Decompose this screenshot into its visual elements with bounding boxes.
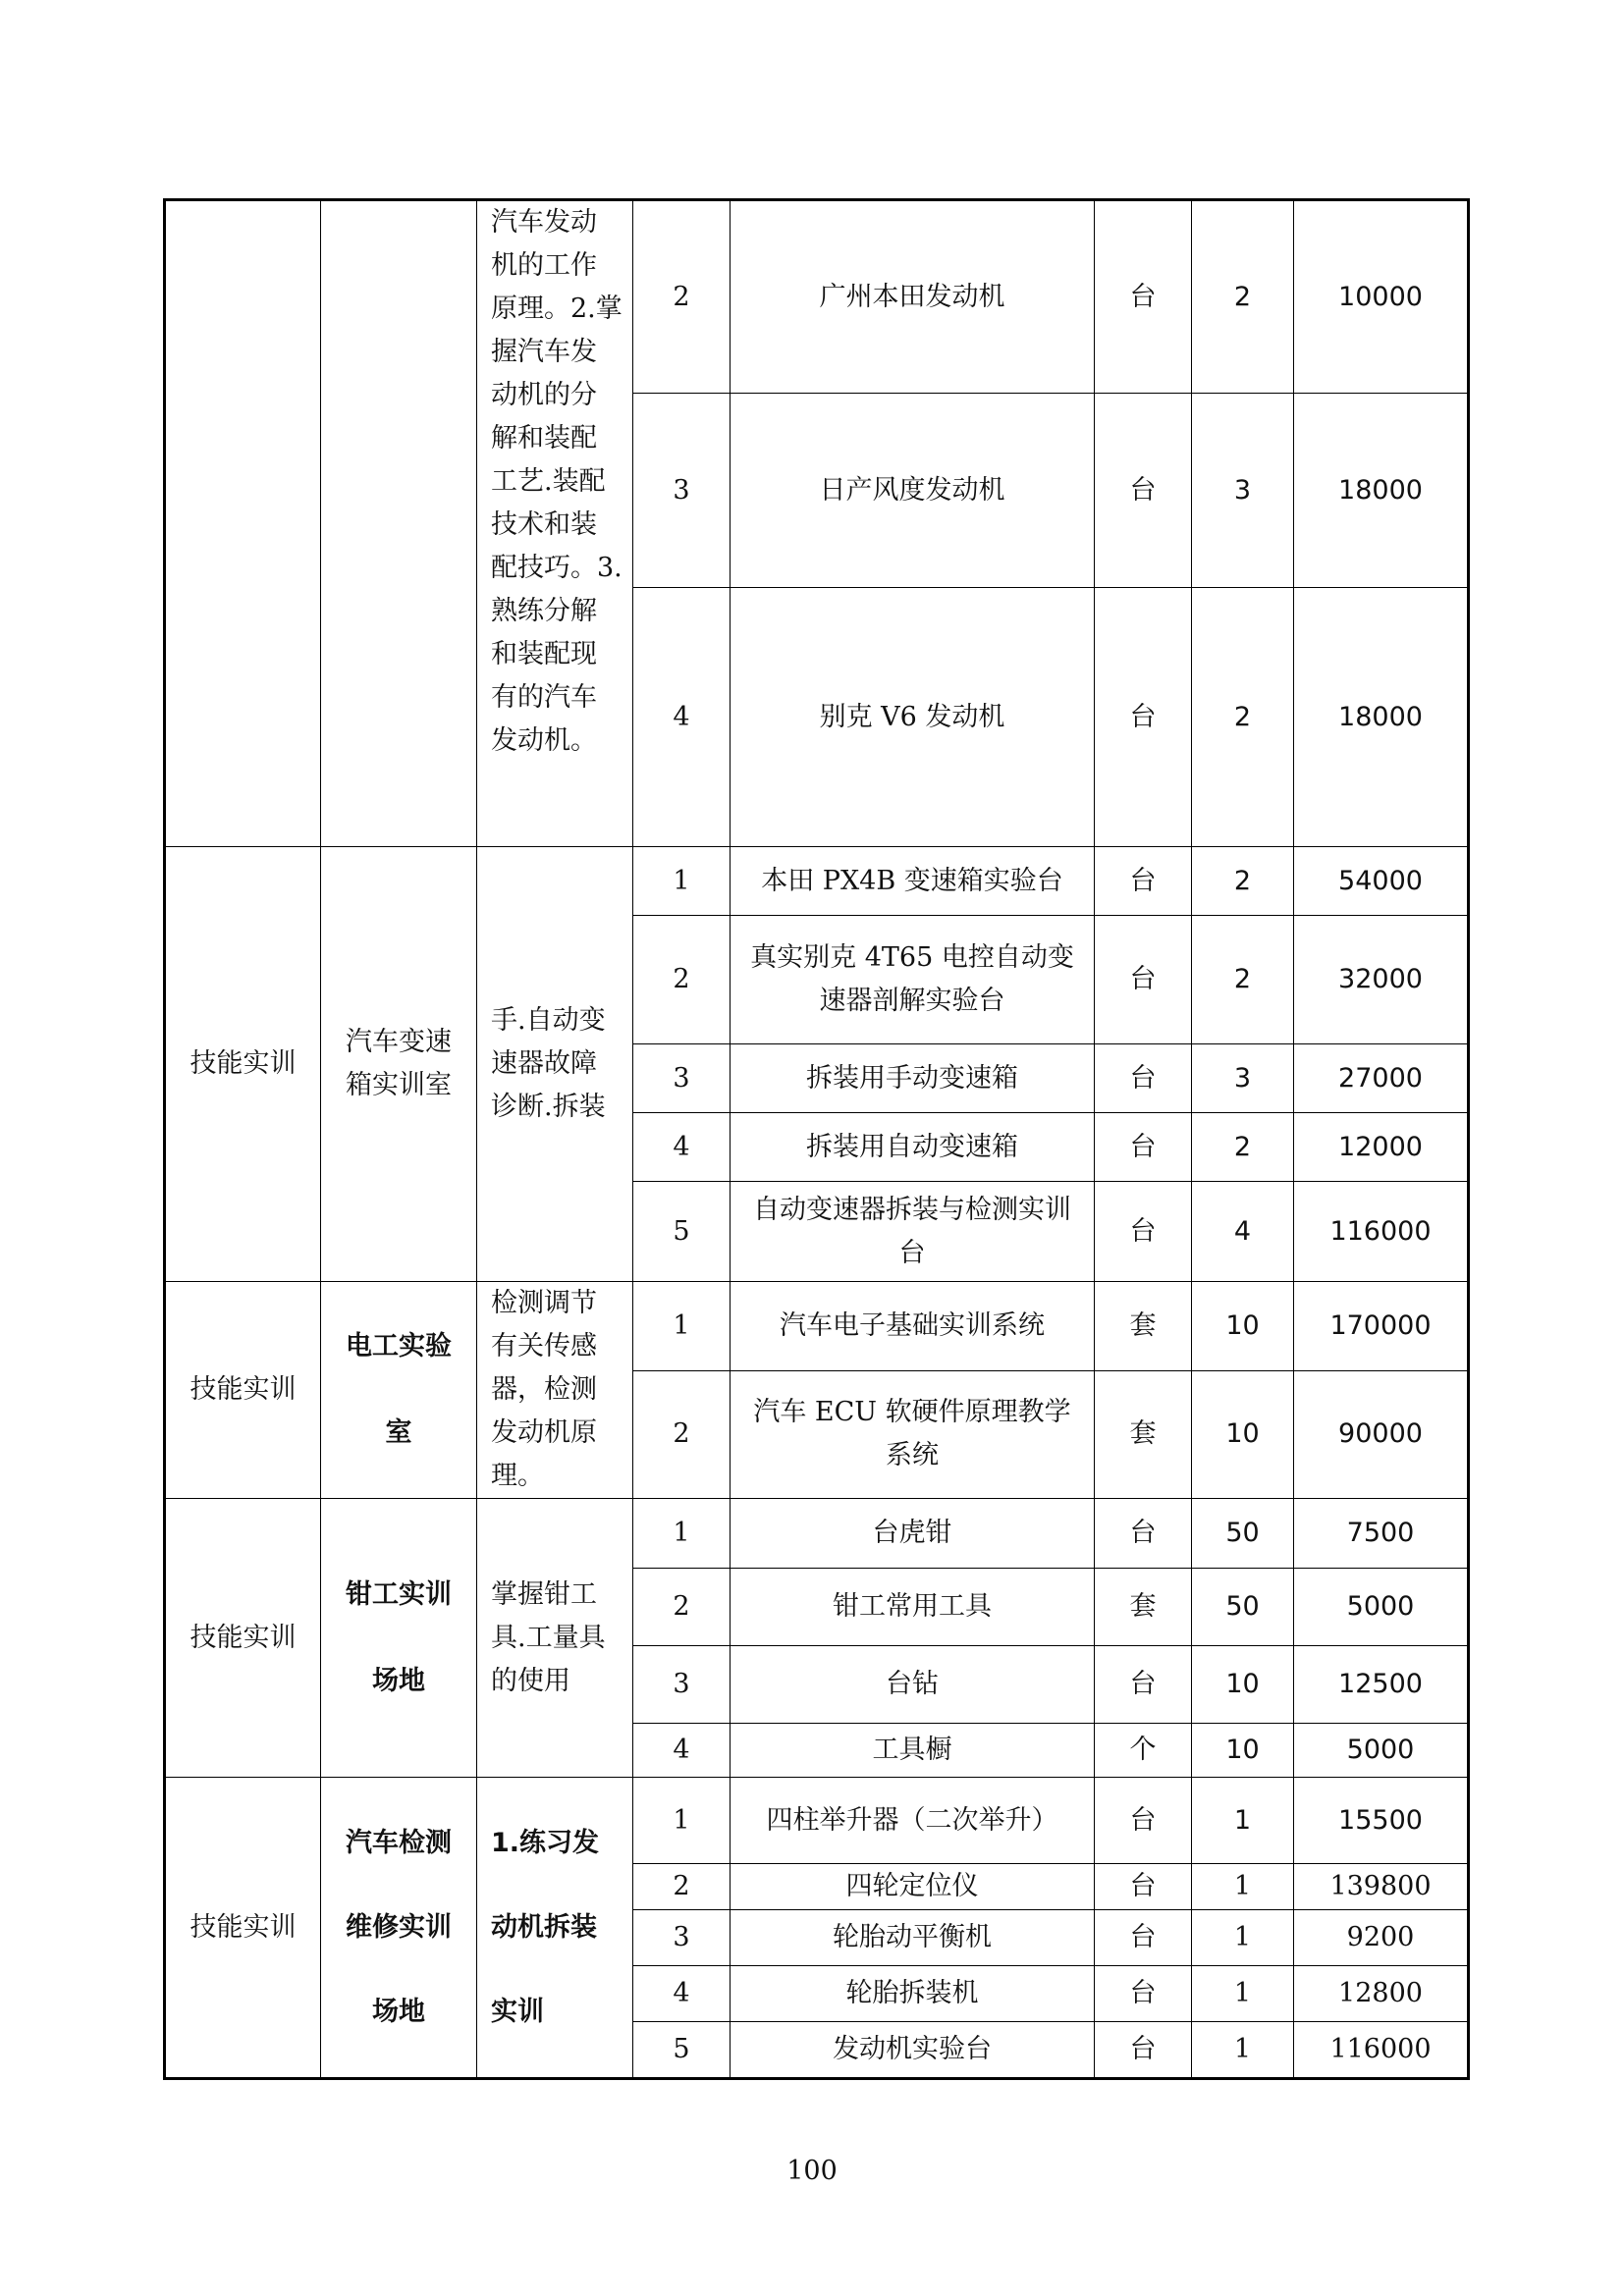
item-number: 1 (633, 1778, 731, 1864)
quantity-cell: 2 (1192, 200, 1294, 394)
equipment-name: 别克 V6 发动机 (731, 588, 1095, 847)
unit-cell: 套 (1095, 1282, 1192, 1371)
price-cell: 139800 (1294, 1864, 1469, 1910)
unit-cell: 台 (1095, 588, 1192, 847)
item-number: 2 (633, 1370, 731, 1498)
item-number: 1 (633, 847, 731, 916)
quantity-cell: 2 (1192, 847, 1294, 916)
item-number: 2 (633, 200, 731, 394)
description-cell: 手.自动变速器故障诊断.拆装 (477, 847, 633, 1282)
quantity-cell: 4 (1192, 1182, 1294, 1282)
equipment-name: 汽车电子基础实训系统 (731, 1282, 1095, 1371)
quantity-cell: 10 (1192, 1724, 1294, 1778)
equipment-name: 汽车 ECU 软硬件原理教学系统 (731, 1370, 1095, 1498)
price-cell: 54000 (1294, 847, 1469, 916)
quantity-cell: 2 (1192, 916, 1294, 1044)
quantity-cell: 10 (1192, 1646, 1294, 1724)
equipment-name: 台虎钳 (731, 1499, 1095, 1569)
equipment-name: 轮胎拆装机 (731, 1966, 1095, 2022)
price-cell: 18000 (1294, 394, 1469, 588)
table-row (165, 1778, 1469, 1864)
unit-cell: 台 (1095, 1499, 1192, 1569)
room-cell (321, 200, 477, 847)
description-cell: 检测调节有关传感器，检测发动机原理。 (477, 1282, 633, 1499)
quantity-cell: 50 (1192, 1569, 1294, 1646)
room-cell: 汽车变速箱实训室 (321, 847, 477, 1282)
item-number: 4 (633, 1724, 731, 1778)
equipment-name: 四轮定位仪 (731, 1864, 1095, 1910)
item-number: 4 (633, 1113, 731, 1182)
category-cell: 技能实训 (165, 847, 321, 1282)
quantity-cell: 1 (1192, 1966, 1294, 2022)
price-cell: 7500 (1294, 1499, 1469, 1569)
equipment-name: 轮胎动平衡机 (731, 1910, 1095, 1966)
equipment-name: 日产风度发动机 (731, 394, 1095, 588)
equipment-table (163, 198, 1470, 2080)
unit-cell: 台 (1095, 1113, 1192, 1182)
unit-cell: 台 (1095, 1864, 1192, 1910)
unit-cell: 台 (1095, 1966, 1192, 2022)
price-cell: 90000 (1294, 1370, 1469, 1498)
item-number: 1 (633, 1499, 731, 1569)
description-cell: 汽车发动机的工作原理。2.掌握汽车发动机的分解和装配工艺.装配技术和装配技巧。3.熟练分解和装配现有的汽车发动机。 (477, 200, 633, 847)
page-number: 100 (786, 2156, 838, 2186)
unit-cell: 台 (1095, 1182, 1192, 1282)
price-cell: 27000 (1294, 1044, 1469, 1113)
quantity-cell: 1 (1192, 1778, 1294, 1864)
price-cell: 32000 (1294, 916, 1469, 1044)
unit-cell: 个 (1095, 1724, 1192, 1778)
item-number: 1 (633, 1282, 731, 1371)
item-number: 3 (633, 394, 731, 588)
equipment-name: 拆装用自动变速箱 (731, 1113, 1095, 1182)
item-number: 4 (633, 1966, 731, 2022)
item-number: 2 (633, 916, 731, 1044)
item-number: 4 (633, 588, 731, 847)
item-number: 3 (633, 1910, 731, 1966)
unit-cell: 台 (1095, 916, 1192, 1044)
price-cell: 116000 (1294, 2022, 1469, 2079)
unit-cell: 台 (1095, 1778, 1192, 1864)
equipment-name: 四柱举升器（二次举升） (731, 1778, 1095, 1864)
price-cell: 9200 (1294, 1910, 1469, 1966)
unit-cell: 台 (1095, 2022, 1192, 2079)
category-cell (165, 200, 321, 847)
price-cell: 5000 (1294, 1724, 1469, 1778)
table-row (165, 847, 1469, 916)
item-number: 2 (633, 1864, 731, 1910)
quantity-cell: 2 (1192, 1113, 1294, 1182)
equipment-name: 拆装用手动变速箱 (731, 1044, 1095, 1113)
equipment-name: 钳工常用工具 (731, 1569, 1095, 1646)
table-row (165, 1499, 1469, 1569)
price-cell: 12000 (1294, 1113, 1469, 1182)
equipment-name: 发动机实验台 (731, 2022, 1095, 2079)
description-cell: 1.练习发动机拆装实训 (477, 1778, 633, 2079)
equipment-name: 台钻 (731, 1646, 1095, 1724)
room-cell: 汽车检测维修实训场地 (321, 1778, 477, 2079)
category-cell: 技能实训 (165, 1778, 321, 2079)
price-cell: 170000 (1294, 1282, 1469, 1371)
room-cell: 钳工实训场地 (321, 1499, 477, 1778)
description-cell: 掌握钳工具.工量具的使用 (477, 1499, 633, 1778)
quantity-cell: 10 (1192, 1370, 1294, 1498)
equipment-name: 本田 PX4B 变速箱实验台 (731, 847, 1095, 916)
item-number: 5 (633, 1182, 731, 1282)
equipment-name: 工具橱 (731, 1724, 1095, 1778)
unit-cell: 套 (1095, 1370, 1192, 1498)
price-cell: 12800 (1294, 1966, 1469, 2022)
unit-cell: 台 (1095, 1910, 1192, 1966)
price-cell: 18000 (1294, 588, 1469, 847)
price-cell: 12500 (1294, 1646, 1469, 1724)
equipment-name: 真实别克 4T65 电控自动变速器剖解实验台 (731, 916, 1095, 1044)
price-cell: 116000 (1294, 1182, 1469, 1282)
item-number: 3 (633, 1646, 731, 1724)
quantity-cell: 2 (1192, 588, 1294, 847)
unit-cell: 台 (1095, 847, 1192, 916)
quantity-cell: 1 (1192, 2022, 1294, 2079)
price-cell: 10000 (1294, 200, 1469, 394)
quantity-cell: 1 (1192, 1864, 1294, 1910)
equipment-name: 自动变速器拆装与检测实训台 (731, 1182, 1095, 1282)
unit-cell: 台 (1095, 1646, 1192, 1724)
item-number: 5 (633, 2022, 731, 2079)
unit-cell: 套 (1095, 1569, 1192, 1646)
price-cell: 5000 (1294, 1569, 1469, 1646)
equipment-name: 广州本田发动机 (731, 200, 1095, 394)
unit-cell: 台 (1095, 1044, 1192, 1113)
category-cell: 技能实训 (165, 1282, 321, 1499)
room-cell: 电工实验室 (321, 1282, 477, 1499)
quantity-cell: 50 (1192, 1499, 1294, 1569)
unit-cell: 台 (1095, 200, 1192, 394)
quantity-cell: 10 (1192, 1282, 1294, 1371)
unit-cell: 台 (1095, 394, 1192, 588)
quantity-cell: 3 (1192, 394, 1294, 588)
quantity-cell: 1 (1192, 1910, 1294, 1966)
item-number: 2 (633, 1569, 731, 1646)
table-row (165, 1282, 1469, 1371)
table-row (165, 200, 1469, 394)
price-cell: 15500 (1294, 1778, 1469, 1864)
item-number: 3 (633, 1044, 731, 1113)
category-cell: 技能实训 (165, 1499, 321, 1778)
quantity-cell: 3 (1192, 1044, 1294, 1113)
